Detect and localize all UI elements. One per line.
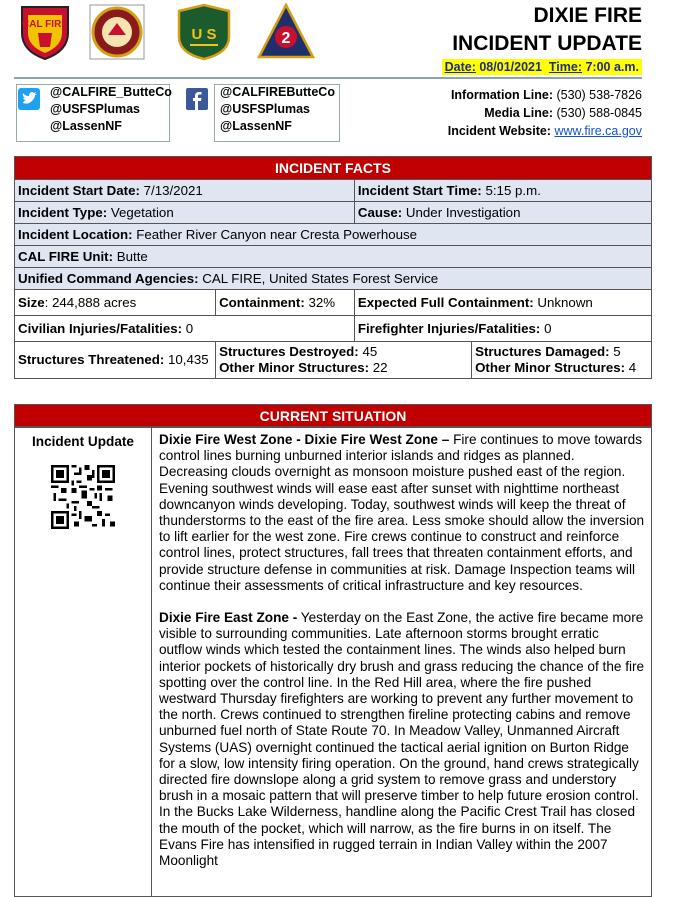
info-line-label: Information Line: <box>450 88 554 102</box>
twitter-handle[interactable]: @USFSPlumas <box>50 102 140 116</box>
cal-fire-logo <box>16 3 74 61</box>
twitter-icon <box>18 88 40 110</box>
civilian-injuries-cell: Civilian Injuries/Fatalities: 0 <box>15 316 355 342</box>
west-zone-paragraph <box>159 432 645 594</box>
structures-threatened-cell: Structures Threatened: 10,435 <box>15 342 216 379</box>
facebook-handle[interactable]: @CALFIREButteCo <box>220 85 335 99</box>
seal-logo <box>88 3 146 61</box>
east-zone-paragraph <box>159 610 645 869</box>
incident-update-label-cell <box>14 427 152 897</box>
info-line-value: (530) 538-7826 <box>556 88 642 102</box>
twitter-handle[interactable]: @LassenNF <box>50 119 122 133</box>
full-containment-cell: Expected Full Containment: Unknown <box>354 290 651 316</box>
incident-facts-table <box>14 156 652 379</box>
qr-code-icon[interactable] <box>51 465 115 529</box>
facebook-handle[interactable]: @LassenNF <box>220 119 292 133</box>
cal-fire-logo-text: CAL FIRE <box>22 19 68 30</box>
svg-text:U S: U S <box>191 26 217 43</box>
page-title <box>452 2 642 58</box>
forest-service-logo <box>175 3 233 61</box>
twitter-handles <box>50 84 172 135</box>
facebook-icon <box>186 88 208 110</box>
containment-cell: Containment: 32% <box>216 290 355 316</box>
incident-location-cell: Incident Location: Feather River Canyon near Cresta Powerhouse <box>15 224 652 246</box>
header-divider <box>14 77 642 79</box>
firefighter-injuries-cell: Firefighter Injuries/Fatalities: 0 <box>354 316 651 342</box>
cause-cell: Cause: Under Investigation <box>354 202 651 224</box>
start-date-cell: Incident Start Date: 7/13/2021 <box>15 180 355 202</box>
size-cell: Size: 244,888 acres <box>15 290 216 316</box>
cal-fire-unit-cell: CAL FIRE Unit: Butte <box>15 246 652 268</box>
start-time-cell: Incident Start Time: 5:15 p.m. <box>354 180 651 202</box>
media-line-value: (530) 588-0845 <box>556 106 642 120</box>
date-value: 08/01/2021 <box>479 60 542 74</box>
structures-damaged-cell: Structures Damaged: 5 Other Minor Structures: 4 <box>472 342 652 379</box>
incident-type-cell: Incident Type: Vegetation <box>15 202 355 224</box>
east-zone-title: Dixie Fire East Zone - <box>159 610 298 626</box>
east-zone-text: Yesterday on the East Zone, the active fire became more visible to surrounding communities. Late afternoon storms brought erratic outflow winds which tested the containment lines. The winds also helped burn interior pockets of historically dry brush and grass reducing the chance of the fire spotting over the control line. In the Red Hill area, where the fire pushed westward Thursday firefighters are working to prevent any further movement to the north. Crews continued to strengthen fireline protecting cabins and remove unburned fuel north of State Route 70. In Meadow Valley, Unmanned Aircraft Systems (UAS) overnight continued the tactical aerial ignition on Burton Ridge for a slow, low intensity firing operation. On the ground, hand crews strategically directed fire downslope along a grid system to remove grass and understory brush in a mosaic pattern that will preserve timber to help future erosion control. In the Bucks Lake Wilderness, handline along the Pacific Crest Trail has closed the mouth of the pocket, which will narrow, as the fire burns in on itself. The Evans Fire has intensified in rugged terrain in Indian Valley within the 2007 Moonlight <box>159 610 645 869</box>
incident-team-logo <box>257 3 315 61</box>
facebook-handle[interactable]: @USFSPlumas <box>220 102 310 116</box>
media-line-label: Media Line: <box>484 106 554 120</box>
title-line-2: INCIDENT UPDATE <box>452 32 642 55</box>
structures-destroyed-cell: Structures Destroyed: 45 Other Minor Structures: 22 <box>216 342 472 379</box>
west-zone-title: Dixie Fire West Zone - Dixie Fire West Zone – <box>159 432 450 447</box>
unified-command-cell: Unified Command Agencies: CAL FIRE, United States Forest Service <box>15 268 652 290</box>
website-link[interactable]: www.fire.ca.gov <box>554 124 642 138</box>
incident-team-logo-text: 2 <box>281 30 291 47</box>
incident-facts-heading: INCIDENT FACTS <box>15 157 652 180</box>
time-value: 7:00 a.m. <box>585 60 639 74</box>
facebook-handles <box>220 84 335 135</box>
date-time-bar <box>442 59 642 75</box>
contact-info <box>448 86 642 140</box>
date-label: Date: <box>444 60 476 74</box>
website-label: Incident Website: <box>447 124 551 138</box>
twitter-handle[interactable]: @CALFIRE_ButteCo <box>50 85 172 99</box>
incident-update-label: Incident Update <box>32 434 134 449</box>
title-line-1: DIXIE FIRE <box>533 4 642 27</box>
current-situation-heading: CURRENT SITUATION <box>14 404 652 427</box>
time-label: Time: <box>548 60 582 74</box>
incident-update-text <box>151 427 652 897</box>
west-zone-text: Fire continues to move towards control lines burning unburned interior islands and ridges as planned. Decreasing clouds overnight as monsoon moisture pushed east of the region. Evening southwest winds will ease east after sunset with nighttime northeast downcanyon winds developing. Today, southwest winds will keep the threat of thunderstorms to the east of the fire area. Less smoke should allow the inversion to lift earlier for the west zone. Fire crews continue to construct and reinforce control lines, protect structures, fall trees that threaten containment efforts, and provide structure defense in communities at risk. Damage Inspection teams will continue their assessments of critical infrastructure and key resources. <box>159 432 645 593</box>
